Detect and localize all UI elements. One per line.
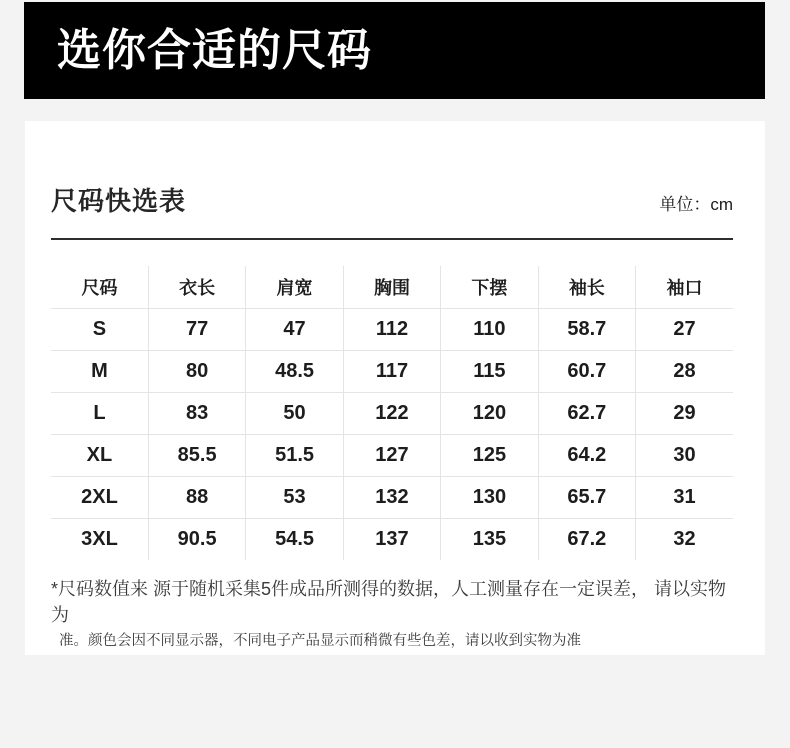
table-cell: 31 [636,476,733,518]
size-chart-card [25,121,765,655]
table-header-row [51,266,733,308]
column-header-sleeve: 袖长 [538,266,635,308]
table-cell: 32 [636,518,733,560]
table-cell: 135 [441,518,538,560]
table-cell: 67.2 [538,518,635,560]
table-cell: 83 [148,392,245,434]
table-cell: 115 [441,350,538,392]
table-cell: 64.2 [538,434,635,476]
table-cell: 51.5 [246,434,343,476]
table-cell: 65.7 [538,476,635,518]
table-cell: 50 [246,392,343,434]
column-header-hem: 下摆 [441,266,538,308]
table-cell: 80 [148,350,245,392]
table-cell: 58.7 [538,308,635,350]
table-cell: S [92,317,107,340]
table-cell: 53 [246,476,343,518]
table-row-xl [51,434,733,476]
size-guide-banner [24,2,765,99]
size-chart-header [51,184,733,218]
table-cell: 90.5 [148,518,245,560]
title-underline [51,238,733,240]
table-cell: 85.5 [148,434,245,476]
footnote-line2: 准。颜色会因不同显示器，不同电子产品显示而稍微有些色差，请以收到实物为准 [59,633,581,649]
column-header-length: 衣长 [148,266,245,308]
table-cell: 28 [636,350,733,392]
column-header-cuff: 袖口 [636,266,733,308]
table-cell: 27 [636,308,733,350]
table-cell: 47 [246,308,343,350]
column-header-chest: 胸围 [343,266,440,308]
table-cell: XL [86,443,113,466]
table-cell: 3XL [81,527,118,550]
table-cell: 122 [343,392,440,434]
unit-label: 单位：cm [659,195,733,214]
table-cell: 29 [636,392,733,434]
table-row-s [51,308,733,350]
table-cell: 48.5 [246,350,343,392]
table-cell: 112 [343,308,440,350]
table-row-m [51,350,733,392]
table-row-l [51,392,733,434]
column-header-size: 尺码 [81,277,118,298]
table-cell: 125 [441,434,538,476]
table-cell: L [93,401,106,424]
table-cell: 127 [343,434,440,476]
table-cell: 132 [343,476,440,518]
table-cell: M [91,359,108,382]
table-cell: 2XL [81,485,118,508]
column-header-shoulder: 肩宽 [246,266,343,308]
table-cell: 120 [441,392,538,434]
banner-title: 选你合适的尺码 [57,25,372,75]
size-table [51,266,733,560]
table-cell: 54.5 [246,518,343,560]
footnote-line1: *尺码数值来 源于随机采集5件成品所测得的数据，人工测量存在一定误差， 请以实物为 [51,579,727,625]
table-row-3xl [51,518,733,560]
table-cell: 60.7 [538,350,635,392]
section-title: 尺码快选表 [51,186,187,216]
table-cell: 137 [343,518,440,560]
table-cell: 110 [441,308,538,350]
table-row-2xl [51,476,733,518]
table-cell: 130 [441,476,538,518]
table-cell: 62.7 [538,392,635,434]
table-cell: 88 [148,476,245,518]
table-cell: 30 [636,434,733,476]
table-cell: 117 [343,350,440,392]
table-cell: 77 [148,308,245,350]
